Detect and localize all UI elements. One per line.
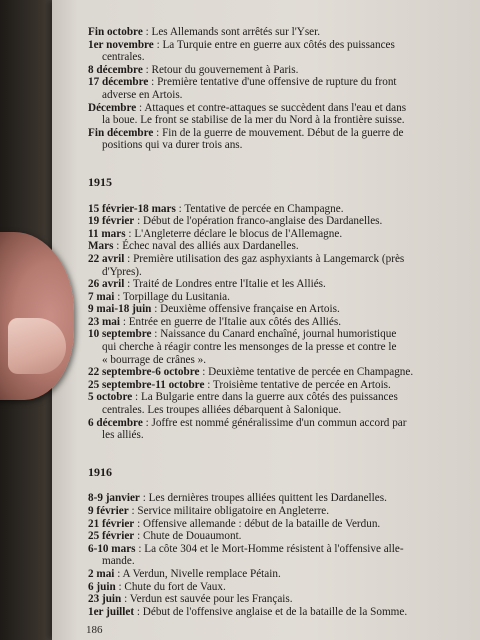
entry-date: 19 février (88, 215, 135, 228)
timeline-entry: 17 décembre : Première tentative d'une offensive de rupture du front adverse en Artois. (88, 76, 474, 101)
entry-text-line: La côte 304 et le Mort-Homme résistent à l'offensive alle- (144, 542, 404, 555)
entry-date: Décembre (88, 101, 137, 114)
entry-date: 21 février (88, 517, 135, 530)
entry-date: 2 mai (88, 567, 115, 580)
entry-date: 6-10 mars (88, 542, 136, 555)
year-heading: 1916 (88, 464, 112, 479)
chronology-text (88, 26, 474, 618)
timeline-entry: 1er novembre : La Turquie entre en guerre aux côtés des puissances centrales. (88, 39, 474, 64)
entry-text-line: Tentative de percée en Champagne. (184, 202, 344, 215)
entry-text-line: mande. (102, 555, 135, 568)
timeline-entry: 5 octobre : La Bulgarie entre dans la guerre aux côtés des puissances centrales. Les troupes alliées débarquent à Salonique. (88, 391, 474, 416)
timeline-entry: 9 février : Service militaire obligatoire en Angleterre. (88, 505, 330, 517)
entry-text-line: Les dernières troupes alliées quittent les Dardanelles. (148, 492, 387, 505)
timeline-entry: 23 mai : Entrée en guerre de l'Italie aux côtés des Alliés. (88, 315, 342, 328)
entry-date: 1er juillet (88, 605, 135, 618)
timeline-entry: 25 février : Chute de Douaumont. (88, 530, 242, 543)
timeline-entry: 23 juin : Verdun est sauvée pour les Français. (88, 593, 293, 606)
entry-date: Mars (88, 240, 114, 253)
entry-text-line: Échec naval des alliés aux Dardanelles. (122, 240, 299, 253)
entry-text-line: La Bulgarie entre dans la guerre aux côtés des puissances (140, 391, 398, 404)
entry-date: 17 décembre (88, 76, 149, 89)
entry-text-line: Fin de la guerre de mouvement. Début de la guerre de (162, 126, 404, 139)
timeline-entry: 9 mai-18 juin : Deuxième offensive française en Artois. (88, 303, 340, 316)
timeline-entry: 7 mai : Torpillage du Lusitania. (88, 290, 230, 303)
year-heading: 1915 (88, 174, 112, 189)
entry-text-line: la boue. Le front se stabilise de la mer du Nord à la frontière suisse. (102, 114, 405, 127)
entry-date: 9 février (88, 505, 129, 517)
entry-text-line: Chute du fort de Vaux. (124, 580, 226, 593)
timeline-entry: Mars : Échec naval des alliés aux Dardanelles. (88, 240, 299, 253)
timeline-entry: 15 février-18 mars : Tentative de percée en Champagne. (88, 202, 344, 215)
timeline-entry: 22 septembre-6 octobre : Deuxième tentative de percée en Champagne. (88, 366, 414, 379)
timeline-entry: 6 juin : Chute du fort de Vaux. (88, 580, 226, 593)
entry-text-line: qui cherche à réagir contre les mensonges de la presse et contre le (102, 341, 397, 354)
timeline-entry: 10 septembre : Naissance du Canard enchaîné, journal humoristique qui cherche à réagir contre les mensonges de la presse et contre le « bourrage de crânes ». (88, 328, 474, 366)
entry-text-line: positions qui va durer trois ans. (102, 139, 243, 152)
timeline-entry: 21 février : Offensive allemande : début de la bataille de Verdun. (88, 517, 381, 530)
entry-text-line: Deuxième tentative de percée en Champagne. (208, 366, 414, 379)
entry-text-line: Deuxième offensive française en Artois. (160, 303, 340, 316)
entry-text-line: Chute de Douaumont. (142, 530, 242, 543)
entry-date: 5 octobre (88, 391, 133, 404)
entry-text-line: Les Allemands sont arrêtés sur l'Yser. (151, 26, 321, 38)
entry-date: 23 mai (88, 315, 121, 328)
entry-date: 10 septembre (88, 328, 152, 341)
entry-text-line: Début de l'offensive anglaise et de la bataille de la Somme. (142, 605, 408, 618)
timeline-entry: 6-10 mars : La côte 304 et le Mort-Homme résistent à l'offensive alle- mande. (88, 543, 474, 568)
entry-text-line: Première utilisation des gaz asphyxiants à Langemarck (près (133, 252, 405, 265)
entry-date: 9 mai-18 juin (88, 303, 152, 316)
entry-text-line: Attaques et contre-attaques se succèdent dans l'eau et dans (144, 101, 407, 114)
entry-date: 25 septembre-11 octobre (88, 378, 205, 391)
entry-text-line: Traité de Londres entre l'Italie et les Alliés. (132, 278, 326, 291)
entry-text-line: Service militaire obligatoire en Angleterre. (137, 505, 330, 517)
entry-date: 22 avril (88, 252, 125, 265)
timeline-entry: 19 février : Début de l'opération franco-anglaise des Dardanelles. (88, 215, 383, 228)
timeline-entry: 26 avril : Traité de Londres entre l'Italie et les Alliés. (88, 278, 326, 291)
entry-text-line: Naissance du Canard enchaîné, journal humoristique (160, 328, 397, 341)
timeline-entry: 25 septembre-11 octobre : Troisième tentative de percée en Artois. (88, 378, 391, 391)
entry-text-line: d'Ypres). (102, 265, 142, 278)
entry-text-line: adverse en Artois. (102, 88, 183, 101)
timeline-entry: Fin décembre : Fin de la guerre de mouvement. Début de la guerre de positions qui va durer trois ans. (88, 127, 474, 152)
timeline-entry: 6 décembre : Joffre est nommé généralissime d'un commun accord par les alliés. (88, 417, 474, 442)
entry-date: 6 décembre (88, 416, 143, 429)
entry-date: 1er novembre (88, 38, 154, 51)
timeline-entry: 2 mai : A Verdun, Nivelle remplace Pétain. (88, 567, 281, 580)
entry-text-line: centrales. (102, 51, 145, 64)
entry-date: 22 septembre-6 octobre (88, 366, 200, 379)
entry-text-line: L'Angleterre déclare le blocus de l'Allemagne. (134, 227, 343, 240)
entry-text-line: La Turquie entre en guerre aux côtés des puissances (162, 38, 395, 51)
timeline-entry: Décembre : Attaques et contre-attaques se succèdent dans l'eau et dans la boue. Le front se stabilise de la mer du Nord à la frontière suisse. (88, 102, 474, 127)
entry-text-line: Retour du gouvernement à Paris. (151, 63, 299, 76)
entry-date: 26 avril (88, 278, 125, 291)
entry-text-line: Début de l'opération franco-anglaise des Dardanelles. (142, 215, 383, 228)
thumbnail-nail (8, 318, 66, 374)
timeline-entry: 8-9 janvier : Les dernières troupes alliées quittent les Dardanelles. (88, 492, 387, 505)
timeline-entry: Fin octobre : Les Allemands sont arrêtés sur l'Yser. (88, 26, 321, 38)
page-number: 186 (86, 624, 103, 636)
entry-date: 23 juin (88, 593, 122, 606)
entry-text-line: A Verdun, Nivelle remplace Pétain. (122, 567, 281, 580)
entry-date: Fin décembre (88, 126, 154, 139)
entry-date: Fin octobre (88, 26, 143, 38)
entry-date: 11 mars (88, 227, 126, 240)
entry-text-line: Joffre est nommé généralissime d'un commun accord par (151, 416, 407, 429)
entry-date: 7 mai (88, 290, 115, 303)
timeline-entry: 22 avril : Première utilisation des gaz asphyxiants à Langemarck (près d'Ypres). (88, 253, 474, 278)
entry-date: 8 décembre (88, 63, 143, 76)
entry-text-line: « bourrage de crânes ». (102, 353, 207, 366)
timeline-entry: 11 mars : L'Angleterre déclare le blocus de l'Allemagne. (88, 227, 343, 240)
entry-text-line: Entrée en guerre de l'Italie aux côtés des Alliés. (128, 315, 342, 328)
timeline-entry: 8 décembre : Retour du gouvernement à Paris. (88, 63, 299, 76)
timeline-entry: 1er juillet : Début de l'offensive anglaise et de la bataille de la Somme. (88, 605, 408, 618)
entry-date: 6 juin (88, 580, 116, 593)
entry-text-line: Torpillage du Lusitania. (122, 290, 230, 303)
entry-text-line: Verdun est sauvée pour les Français. (129, 593, 293, 606)
entry-text-line: Première tentative d'une offensive de rupture du front (157, 76, 397, 89)
entry-date: 25 février (88, 530, 135, 543)
entry-date: 8-9 janvier (88, 492, 140, 505)
entry-text-line: Troisième tentative de percée en Artois. (212, 378, 391, 391)
entry-text-line: les alliés. (102, 429, 144, 442)
entry-text-line: Offensive allemande : début de la bataille de Verdun. (142, 517, 381, 530)
entry-date: 15 février-18 mars (88, 202, 176, 215)
entry-text-line: centrales. Les troupes alliées débarquent à Salonique. (102, 404, 342, 417)
